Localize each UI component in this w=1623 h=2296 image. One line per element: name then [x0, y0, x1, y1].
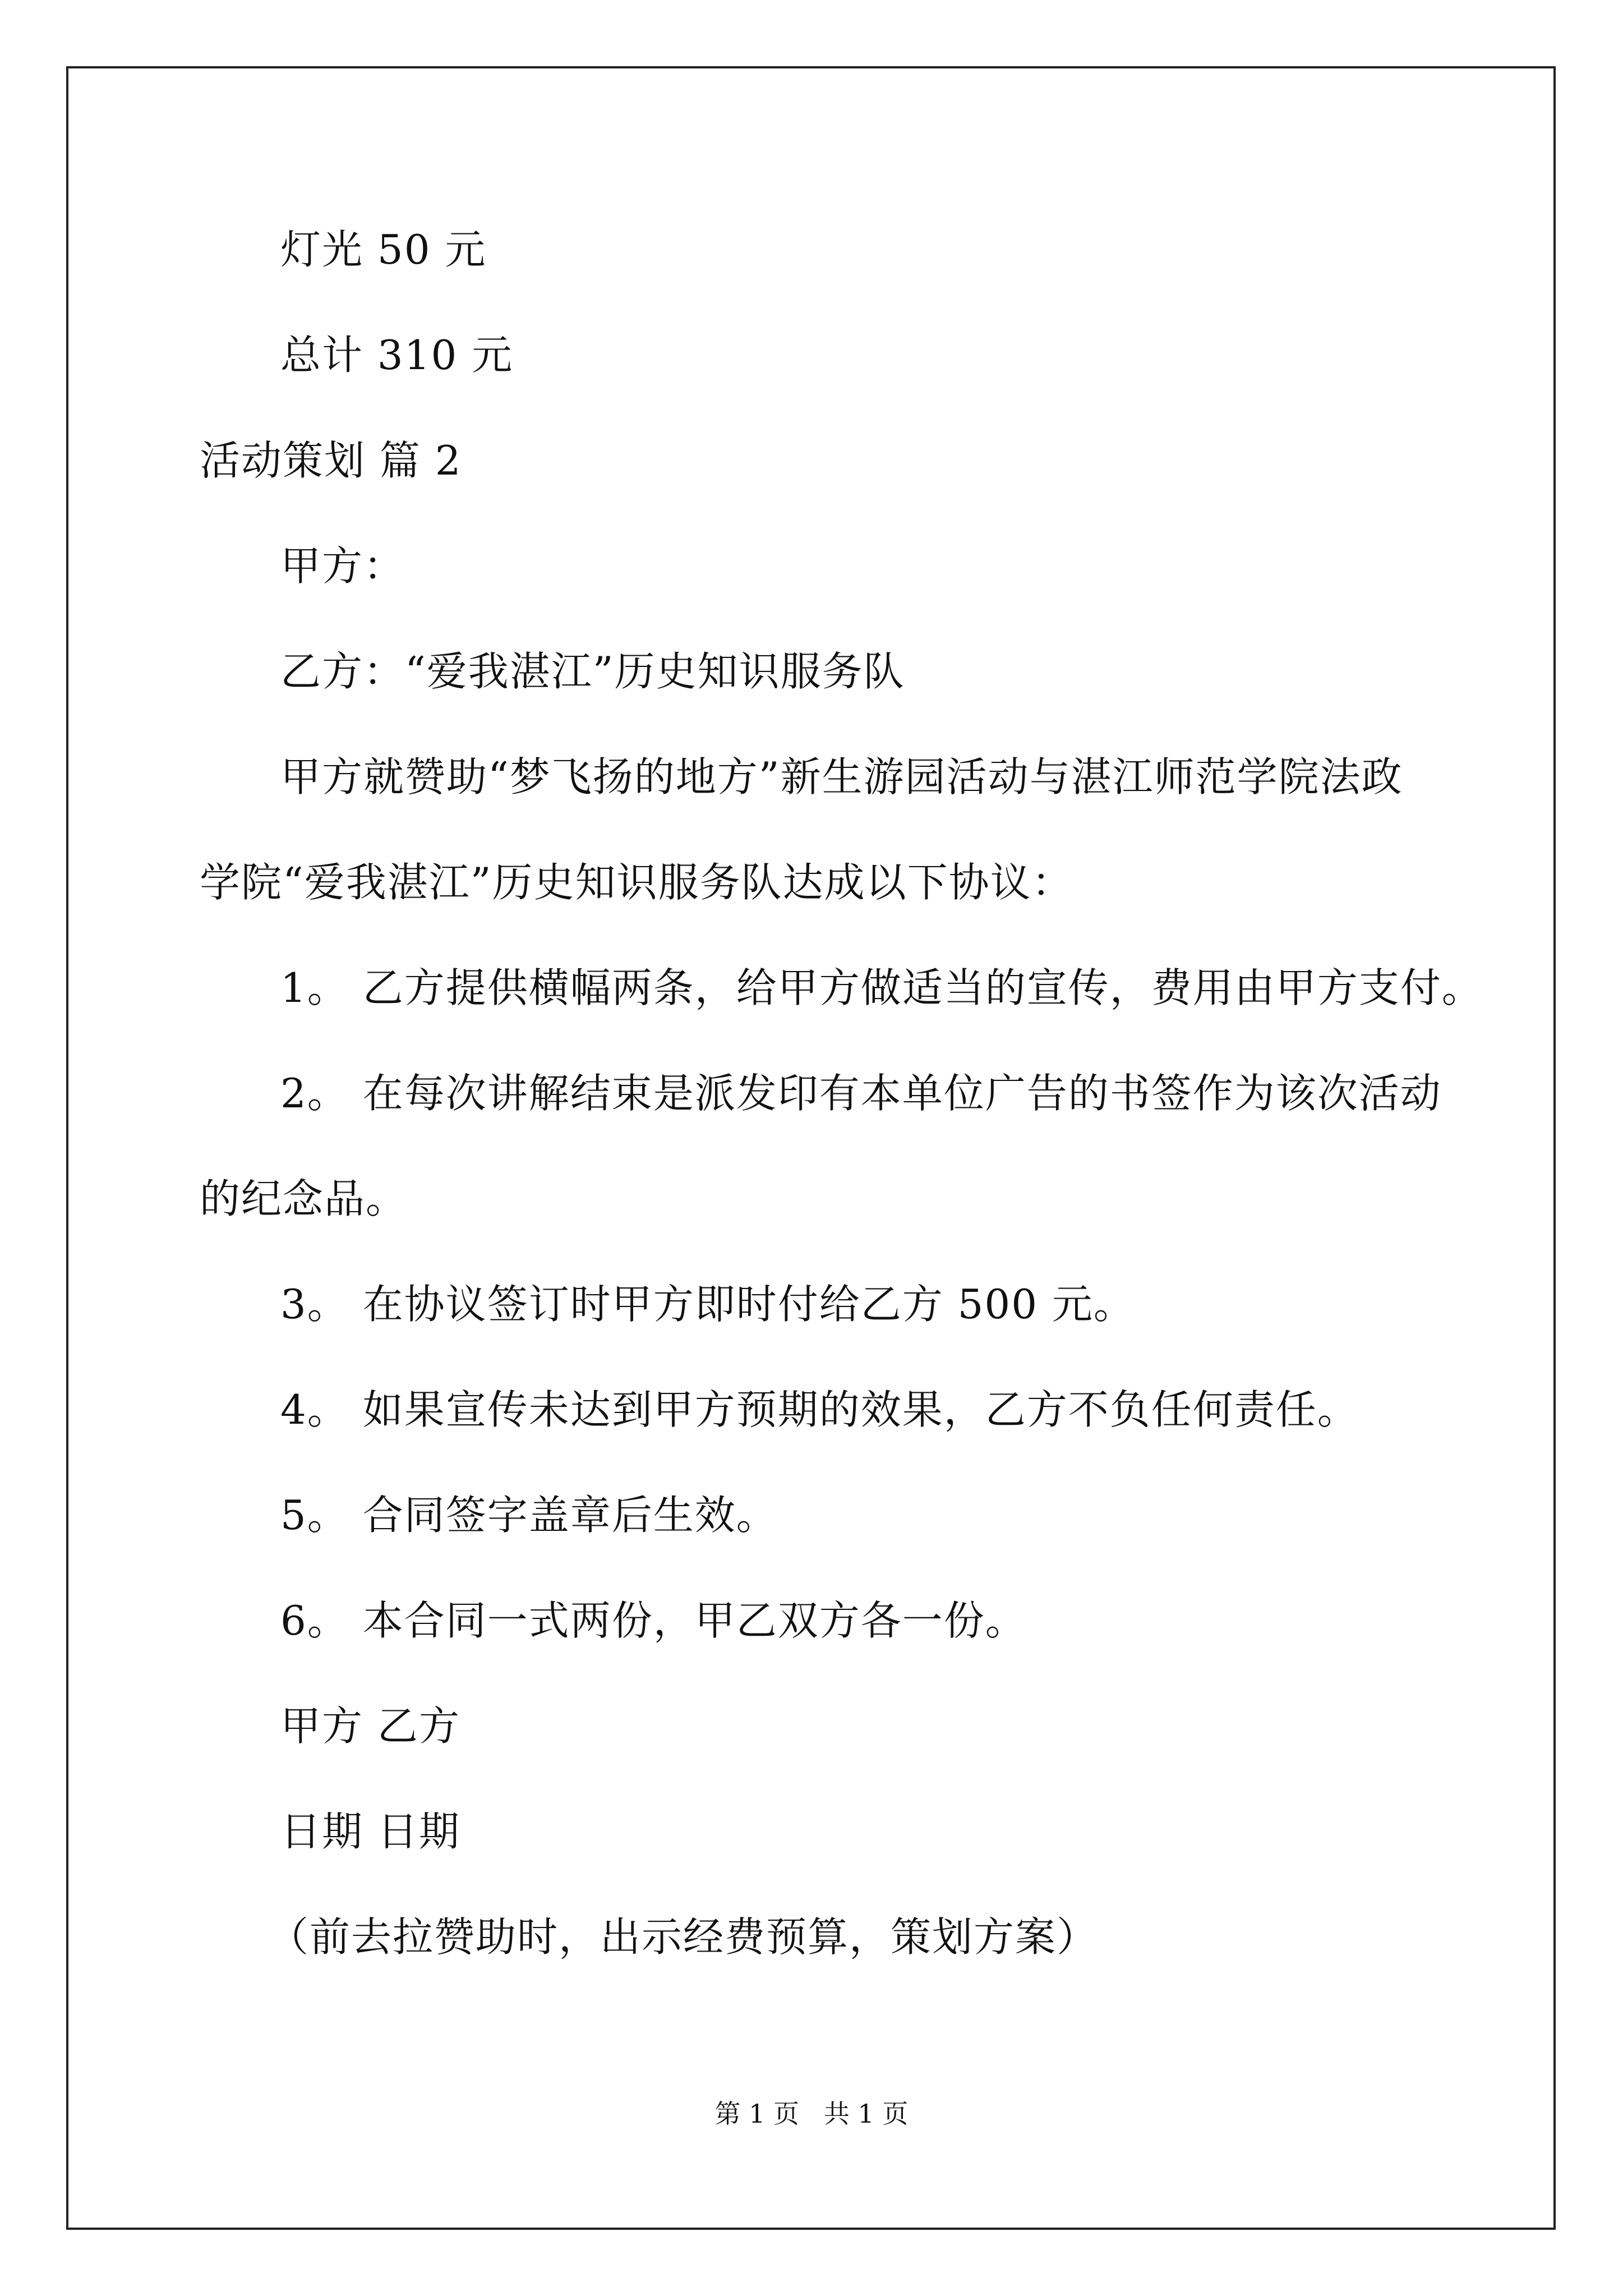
clause-6: 6。 本合同一式两份，甲乙双方各一份。: [280, 1597, 1027, 1644]
clause-5: 5。 合同签字盖章后生效。: [280, 1492, 778, 1539]
clause-4: 4。 如果宣传未达到甲方预期的效果，乙方不负任何责任。: [280, 1386, 1359, 1433]
signature-dates: 日期 日期: [280, 1808, 460, 1855]
clause-2-cont: 的纪念品。: [200, 1175, 408, 1222]
line-lighting-cost: 灯光 50 元: [280, 226, 487, 273]
clause-1: 1。 乙方提供横幅两条，给甲方做适当的宣传，费用由甲方支付。: [280, 964, 1483, 1011]
agreement-intro: 甲方就赞助“梦飞扬的地方”新生游园活动与湛江师范学院法政: [280, 753, 1403, 800]
clause-3: 3。 在协议签订时甲方即时付给乙方 500 元。: [280, 1281, 1135, 1328]
party-b-label: 乙方：“爱我湛江”历史知识服务队: [280, 648, 905, 695]
page-footer: 第 1 页 共 1 页: [714, 2099, 909, 2129]
clause-2: 2。 在每次讲解结束是派发印有本单位广告的书签作为该次活动: [280, 1070, 1442, 1117]
closing-note: （前去拉赞助时，出示经费预算，策划方案）: [268, 1913, 1099, 1961]
section-heading: 活动策划 篇 2: [200, 437, 462, 484]
line-total-cost: 总计 310 元: [280, 332, 514, 379]
agreement-intro-cont: 学院“爱我湛江”历史知识服务队达成以下协议：: [200, 859, 1073, 906]
party-a-label: 甲方：: [280, 542, 405, 590]
signature-parties: 甲方 乙方: [280, 1703, 460, 1750]
